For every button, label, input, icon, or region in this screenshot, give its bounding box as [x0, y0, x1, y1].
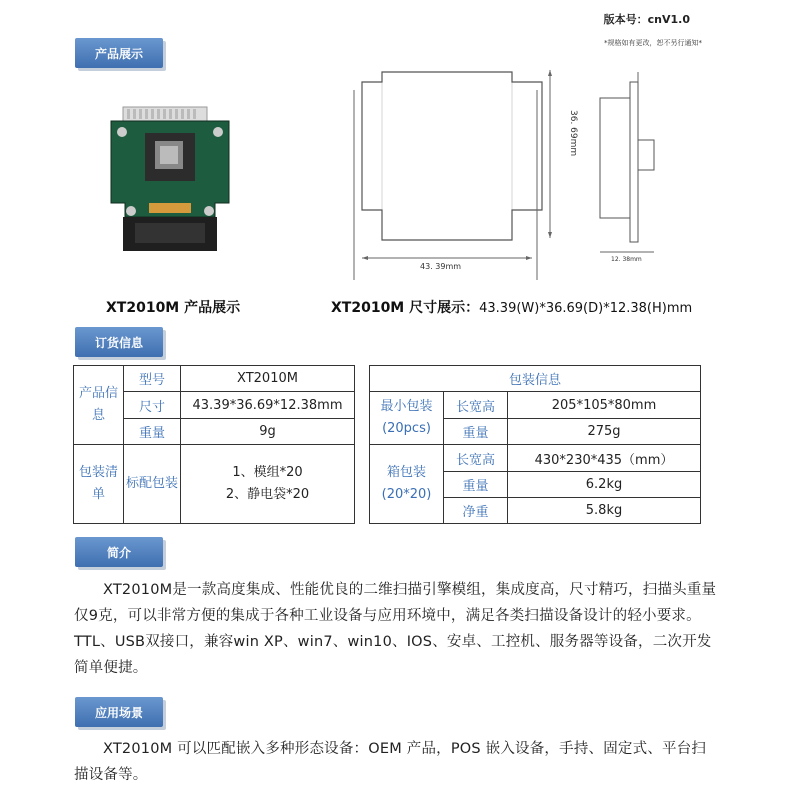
dimension-drawing-top: [352, 60, 562, 285]
cell-box-weight: 6.2kg: [508, 472, 701, 498]
table-gap-bottom: [355, 498, 370, 524]
product-photo: [105, 103, 235, 253]
cell-standard-pack: 标配包装: [124, 445, 181, 524]
caption-dimension-bold: XT2010M 尺寸展示：: [331, 300, 480, 316]
cell-size-value: 43.39*36.69*12.38mm: [181, 392, 355, 419]
cell-pack-info: 包装信息: [370, 366, 701, 392]
box-pack-label: 箱包装: [386, 465, 426, 480]
dim-height-label: 36. 69mm: [568, 110, 578, 157]
cell-net-weight: 5.8kg: [508, 498, 701, 524]
cell-model-label: 型号: [124, 366, 181, 392]
pack-item: 2、静电袋*20: [225, 487, 310, 502]
dim-width-label: 43. 39mm: [420, 262, 462, 271]
cell-size-label: 尺寸: [124, 392, 181, 419]
section-tag-product: 产品展示: [75, 38, 163, 68]
section-tag-application: 应用场景: [75, 697, 163, 727]
cell-min-weight: 275g: [508, 419, 701, 445]
min-pack-qty: (20pcs): [382, 421, 431, 436]
caption-dimension-value: 43.39(W)*36.69(D)*12.38(H)mm: [479, 301, 693, 316]
cell-packing-list: 包装清单: [74, 445, 124, 524]
order-table: [73, 365, 701, 524]
pack-item: 1、模组*20: [232, 465, 303, 480]
dimension-drawing-side: [596, 72, 658, 272]
notice-text: *规格如有更改，恕不另行通知*: [604, 39, 702, 47]
cell-model-value: XT2010M: [181, 366, 355, 392]
cell-min-pack: [370, 392, 444, 445]
table-gap: [355, 366, 370, 498]
intro-paragraph: [74, 577, 720, 681]
cell-pack-items: [181, 445, 355, 524]
section-tag-order: 订货信息: [75, 327, 163, 357]
cell-weight-value: 9g: [181, 419, 355, 445]
cell-min-lwh-label: 长宽高: [444, 392, 508, 419]
cell-weight-label: 重量: [124, 419, 181, 445]
cell-min-lwh: 205*105*80mm: [508, 392, 701, 419]
dim-thickness-label: 12. 38mm: [611, 256, 642, 263]
section-tag-intro: 简介: [75, 537, 163, 567]
cell-box-lwh-label: 长宽高: [444, 445, 508, 472]
version-label: 版本号：cnV1.0: [603, 13, 690, 26]
application-text: XT2010M 可以匹配嵌入多种形态设备：OEM 产品，POS 嵌入设备，手持、固定式、平台扫描设备等。: [74, 741, 707, 783]
caption-dimension: [331, 297, 692, 317]
cell-product-info: 产品信息: [74, 366, 124, 445]
intro-text: XT2010M是一款高度集成、性能优良的二维扫描引擎模组，集成度高，尺寸精巧，扫描头重量仅9克，可以非常方便的集成于各种工业设备与应用环境中，满足各类扫描设备设计的轻小要求。TTL、USB双接口，兼容win XP、win7、win10、IOS、安卓、工控机、服务器等设备，二次开发简单便捷。: [74, 582, 717, 676]
min-pack-label: 最小包装: [380, 399, 433, 414]
cell-box-lwh: 430*230*435（mm）: [508, 445, 701, 472]
cell-box-weight-label: 重量: [444, 472, 508, 498]
cell-net-weight-label: 净重: [444, 498, 508, 524]
cell-min-weight-label: 重量: [444, 419, 508, 445]
cell-box-pack: [370, 445, 444, 524]
caption-product: XT2010M 产品展示: [106, 300, 241, 316]
application-paragraph: [74, 736, 720, 788]
box-pack-qty: (20*20): [381, 487, 432, 502]
